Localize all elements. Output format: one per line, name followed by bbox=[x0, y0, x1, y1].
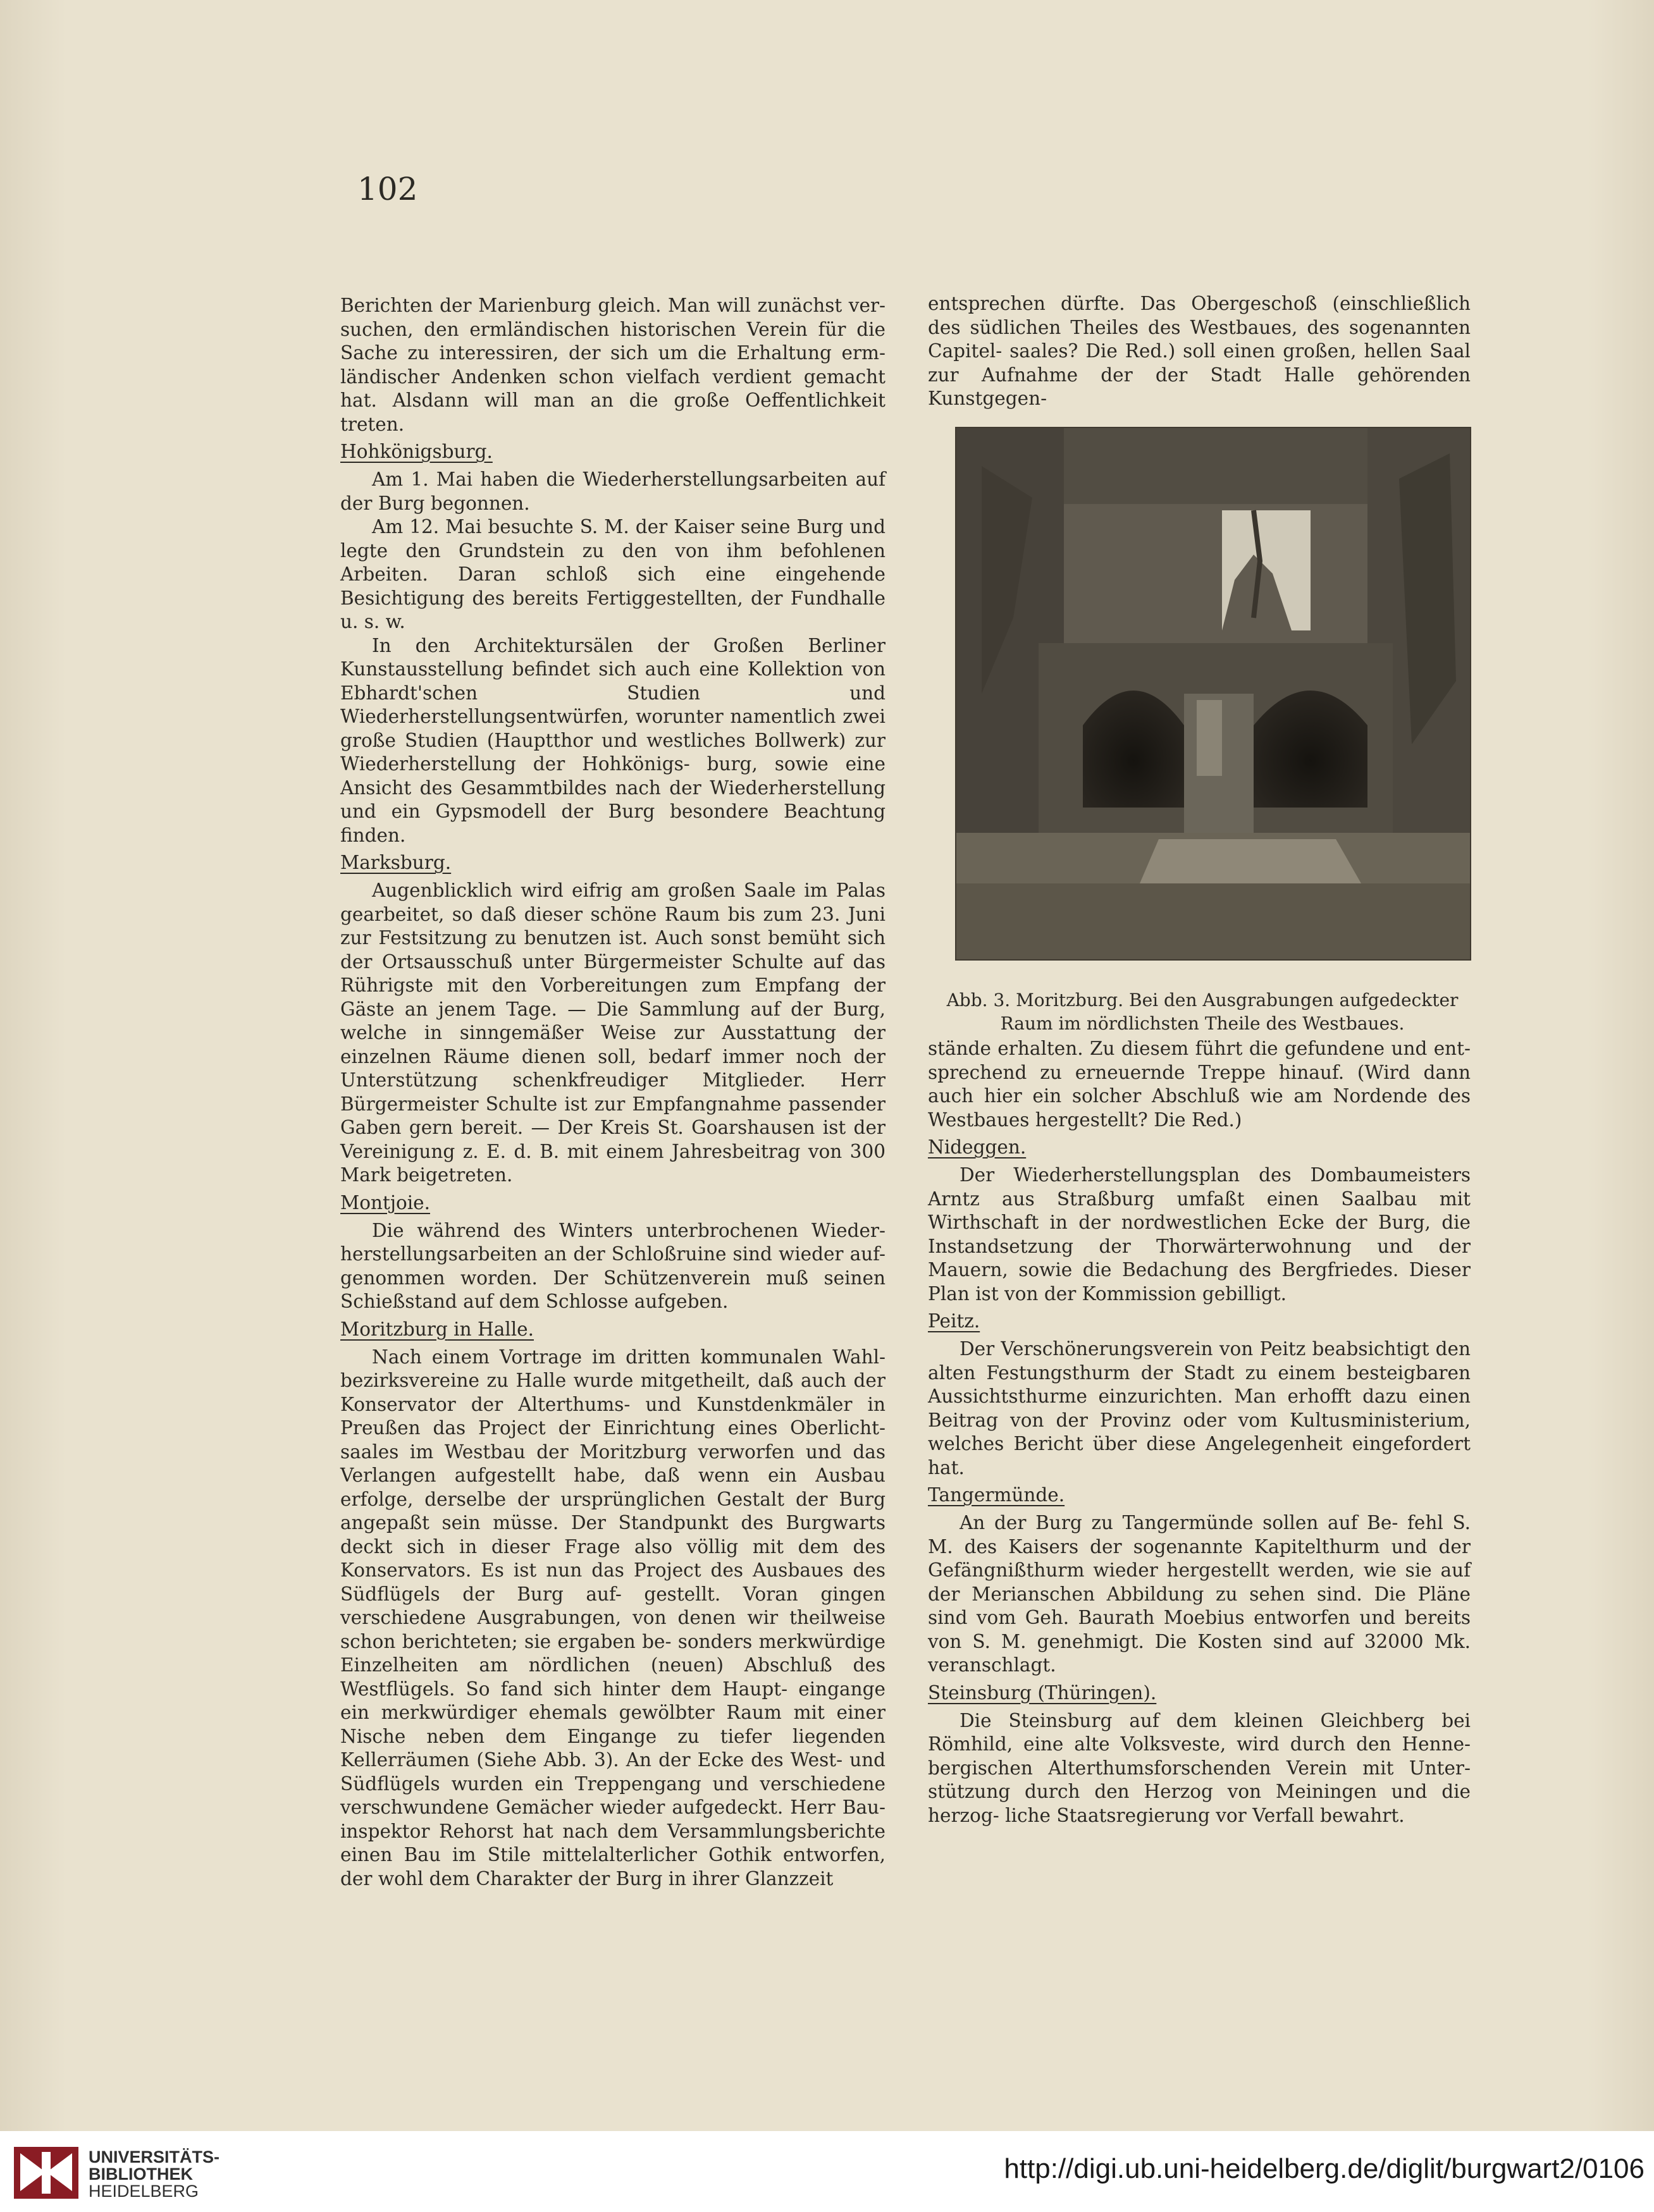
paragraph-continuation-top: entsprechen dürfte. Das Obergeschoß (einschließlich des südlichen Theiles des Westbaues, des sogenannten Capitel- saales? Die Red.) soll einen großen, hellen Saal zur Aufnahme der der Stadt Halle gehörenden Kunstgegen- bbox=[928, 293, 1471, 409]
paragraph-continuation: stände erhalten. Zu diesem führt die gefundene und ent- sprechend zu erneuernde Treppe hinauf. (Wird dann auch hier ein solcher Abschluß wie am Nordende des Westbaues hergestellt? Die Red.) bbox=[928, 1038, 1471, 1131]
library-name-line-3: HEIDELBERG bbox=[89, 2182, 199, 2201]
source-url-link[interactable]: http://digi.ub.uni-heidelberg.de/diglit/burgwart2/0106 bbox=[1004, 2153, 1645, 2184]
heading-moritzburg-suffix: in Halle. bbox=[447, 1318, 534, 1340]
page-number: 102 bbox=[357, 171, 418, 207]
paragraph-hohkoenigsburg-2: Am 12. Mai besuchte S. M. der Kaiser seine Burg und legte den Grundstein zu den von ihm befohlenen Arbeiten. Daran schloß sich eine eingehende Besichtigung des bereits Fertiggestellten, der Fundhalle u. s. w. bbox=[340, 516, 886, 632]
left-column bbox=[340, 294, 886, 1891]
paragraph-hohkoenigsburg-3: In den Architektursälen der Großen Berliner Kunstausstellung befindet sich auch eine Kollektion von Ebhardt'schen Studien und Wiederherstellungsentwürfen, worunter namentlich zwei große Studien (Hauptthor und westliches Bollwerk) zur Wiederherstellung der Hohkönigs- burg, sowie eine Ansicht des Gesammtbildes nach der Wiederherstellung und ein Gypsmodell der Burg besondere Beachtung finden. bbox=[340, 634, 886, 846]
heading-nideggen: Nideggen. bbox=[928, 1136, 1027, 1158]
paragraph-peitz: Der Verschönerungsverein von Peitz beabsichtigt den alten Festungsthurm der Stadt zu einem besteigbaren Aussichtsthurme einzurichten. Man erhofft dazu einen Beitrag von der Provinz oder vom Kultusministerium, welches Bericht über diese Angelegenheit eingefordert hat. bbox=[928, 1338, 1471, 1478]
heading-steinsburg-suffix: (Thüringen). bbox=[1031, 1681, 1157, 1704]
right-column-top bbox=[928, 292, 1471, 411]
university-library-logo bbox=[14, 2147, 78, 2199]
figure-caption: Abb. 3. Moritzburg. Bei den Ausgrabungen aufgedeckter Raum im nördlichsten Theile des Westbaues. bbox=[946, 990, 1459, 1034]
ruin-photo-graphic bbox=[956, 428, 1470, 959]
heading-montjoie: Montjoie. bbox=[340, 1191, 430, 1214]
heading-moritzburg bbox=[340, 1317, 886, 1342]
paragraph-hohkoenigsburg-1: Am 1. Mai haben die Wiederherstellungsarbeiten auf der Burg begonnen. bbox=[340, 469, 886, 514]
heading-hohkoenigsburg: Hohkönigsburg. bbox=[340, 441, 493, 462]
library-name-line-1: UNIVERSITÄTS- bbox=[89, 2147, 220, 2166]
paragraph-tangermuende: An der Burg zu Tangermünde sollen auf Be- fehl S. M. des Kaisers der sogenannte Kapitelthurm und der Gefängnißthurm wieder hergestellt werden, wie sie auf der Merianschen Abbildung zu sehen sind. Die Pläne sind vom Geh. Baurath Moebius entworfen und bereits von S. M. genehmigt. Die Kosten sind auf 32000 Mk. veranschlagt. bbox=[928, 1512, 1471, 1676]
paragraph-montjoie: Die während des Winters unterbrochenen Wieder- herstellungsarbeiten an der Schloßruine sind wieder auf- genommen worden. Der Schützenverein muß seinen Schießstand auf dem Schlosse aufgeben. bbox=[340, 1219, 886, 1312]
figure-photo-abb3 bbox=[955, 427, 1471, 961]
heading-steinsburg-title: Steinsburg bbox=[928, 1681, 1032, 1704]
heading-steinsburg bbox=[928, 1680, 1471, 1705]
right-column-bottom bbox=[928, 1037, 1471, 1828]
heading-marksburg: Marksburg. bbox=[340, 852, 452, 873]
library-seal-icon bbox=[14, 2147, 78, 2199]
paragraph-moritzburg: Nach einem Vortrage im dritten kommunalen Wahl- bezirksvereine zu Halle wurde mitgetheilt, daß auch der Konservator der Alterthums- und Kunstdenkmäler in Preußen das Project der Einrichtung eines Oberlicht- saales im Westbau der Moritzburg verworfen und das Verlangen aufgestellt habe, daß wenn ein Ausbau erfolge, derselbe der ursprünglichen Gestalt der Burg angepaßt sein müsse. Der Standpunkt des Burgwarts deckt sich in dieser Frage also völlig mit dem des Konservators. Es ist nun das Project des Ausbaues des Südflügels der Burg auf- gestellt. Voran gingen verschiedene Ausgrabungen, von denen wir theilweise schon berichteten; sie ergaben be- sonders merkwürdige Einzelheiten am nördlichen (neuen) Abschluß des Westflügels. So fand sich hinter dem Haupt- eingange ein merkwürdiger ehemals gewölbter Raum mit einer Nische neben dem Eingange zu tiefer liegenden Kellerräumen (Siehe Abb. 3). An der Ecke des West- und Südflügels wurden ein Treppengang und verschiedene verschwundene Gemächer wieder aufgedeckt. Herr Bau- inspektor Rehorst hat nach dem Versammlungsberichte einen Bau im Stile mittelalterlicher Gothik entworfen, der wohl dem Charakter der Burg in ihrer Glanzzeit bbox=[340, 1346, 886, 1889]
heading-peitz: Peitz. bbox=[928, 1310, 980, 1332]
library-name-line-2: BIBLIOTHEK bbox=[89, 2165, 193, 2184]
paragraph-intro: Berichten der Marienburg gleich. Man will zunächst ver- suchen, den ermländischen historischen Verein für die Sache zu interessiren, der sich um die Erhaltung erm- ländischer Andenken schon vielfach verdient gemacht hat. Alsdann will man an die große Oeffentlichkeit treten. bbox=[340, 295, 886, 435]
heading-moritzburg-title: Moritzburg bbox=[340, 1318, 448, 1340]
paragraph-nideggen: Der Wiederherstellungsplan des Dombaumeisters Arntz aus Straßburg umfaßt einen Saalbau mit Wirthschaft in der nordwestlichen Ecke der Burg, die Instandsetzung der Thorwärterwohnung und der Mauern, sowie die Bedachung des Bergfriedes. Dieser Plan ist von der Kommission gebilligt. bbox=[928, 1164, 1471, 1305]
paragraph-marksburg: Augenblicklich wird eifrig am großen Saale im Palas gearbeitet, so daß dieser schöne Raum bis zum 23. Juni zur Festsitzung zu benutzen ist. Auch sonst bemüht sich der Ortsausschuß unter Bürgermeister Schulte auf das Rührigste mit den Vorbereitungen zum Empfang der Gäste an jenem Tage. — Die Sammlung auf der Burg, welche in sinngemäßer Weise zur Ausstattung der einzelnen Räume dienen soll, bedarf immer noch der Unterstützung schenkfreudiger Mitglieder. Herr Bürgermeister Schulte ist zur Empfangnahme passender Gaben gern bereit. — Der Kreis St. Goarshausen ist der Vereinigung z. E. d. B. mit einem Jahresbeitrag von 300 Mark beigetreten. bbox=[340, 880, 886, 1186]
heading-tangermuende: Tangermünde. bbox=[928, 1484, 1065, 1506]
library-name bbox=[89, 2149, 219, 2200]
paragraph-steinsburg: Die Steinsburg auf dem kleinen Gleichberg bei Römhild, eine alte Volksveste, wird durch den Henne- bergischen Alterthumsforschenden Verein mit Unter- stützung durch den Herzog von Meiningen und die herzog- liche Staatsregierung vor Verfall bewahrt. bbox=[928, 1709, 1471, 1826]
